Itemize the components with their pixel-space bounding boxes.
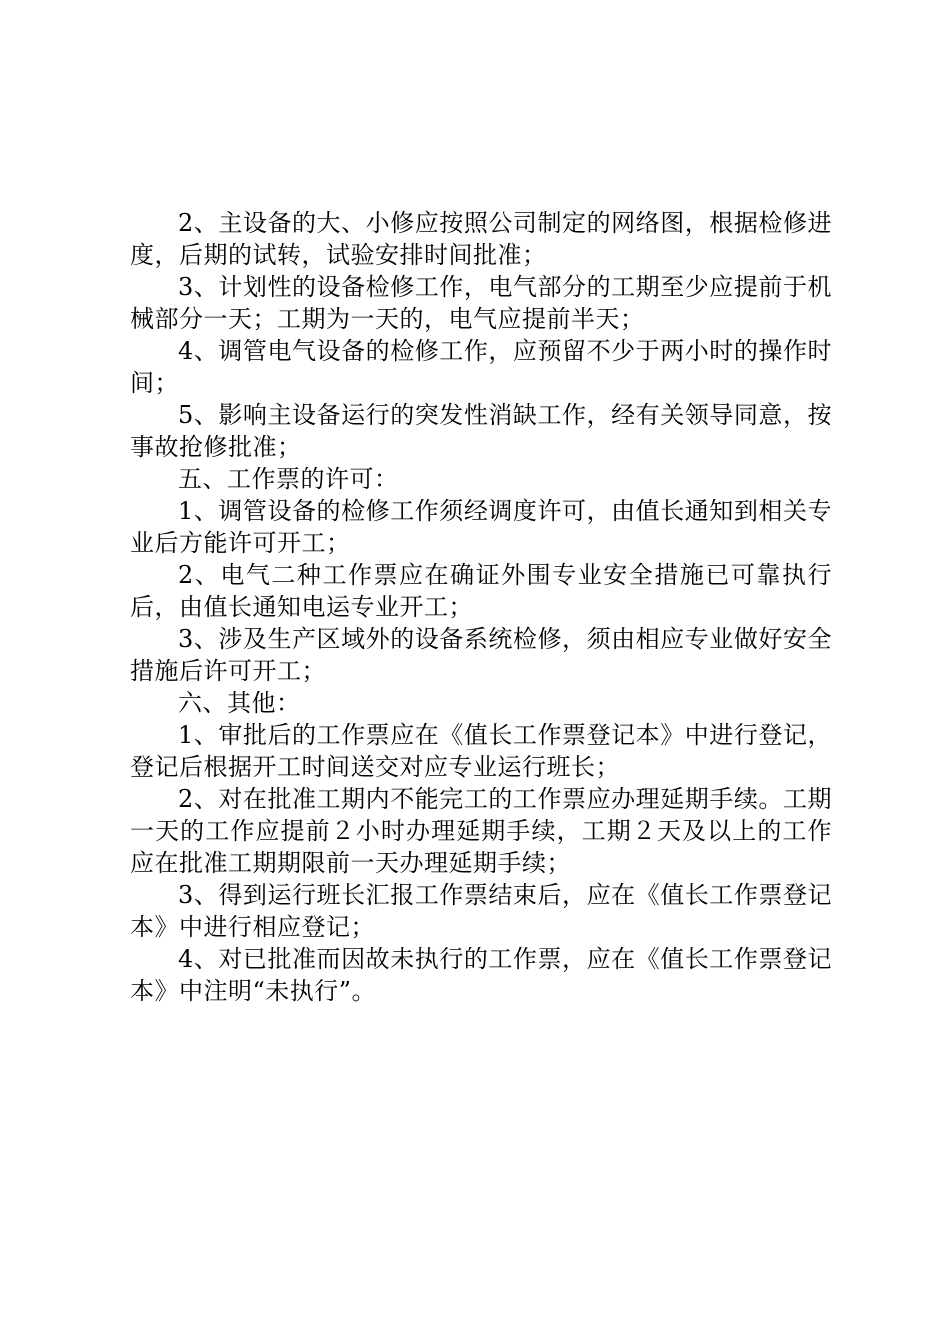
paragraph-planned-maintenance: 3、计划性的设备检修工作，电气部分的工期至少应提前于机械部分一天；工期为一天的，电气应提前半天； [130,273,832,333]
paragraph-completion-record: 3、得到运行班长汇报工作票结束后，应在《值长工作票登记本》中进行相应登记； [130,881,832,941]
section-heading-other: 六、其他： [178,689,301,717]
paragraph-external-area: 3、涉及生产区域外的设备系统检修，须由相应专业做好安全措施后许可开工； [130,625,832,685]
paragraph-not-executed: 4、对已批准而因故未执行的工作票，应在《值长工作票登记本》中注明“未执行”。 [130,945,832,1005]
paragraph-extension: 2、对在批准工期内不能完工的工作票应办理延期手续。工期一天的工作应提前２小时办理延期手续，工期２天及以上的工作应在批准工期期限前一天办理延期手续； [130,785,832,877]
section-heading-permit: 五、工作票的许可： [178,465,399,493]
paragraph-electrical-ticket: 2、电气二种工作票应在确证外围专业安全措施已可靠执行后，由值长通知电运专业开工； [130,561,832,621]
paragraph-emergency-repair: 5、影响主设备运行的突发性消缺工作，经有关领导同意，按事故抢修批准； [130,401,832,461]
paragraph-dispatch-equipment: 4、调管电气设备的检修工作，应预留不少于两小时的操作时间； [130,337,832,397]
paragraph-registration: 1、审批后的工作票应在《值长工作票登记本》中进行登记，登记后根据开工时间送交对应专业运行班长； [130,721,832,781]
paragraph-dispatch-permit: 1、调管设备的检修工作须经调度许可，由值长通知到相关专业后方能许可开工； [130,497,832,557]
document-body [130,207,832,1007]
paragraph-overhaul-schedule: 2、主设备的大、小修应按照公司制定的网络图，根据检修进度，后期的试转，试验安排时间批准； [130,209,832,269]
